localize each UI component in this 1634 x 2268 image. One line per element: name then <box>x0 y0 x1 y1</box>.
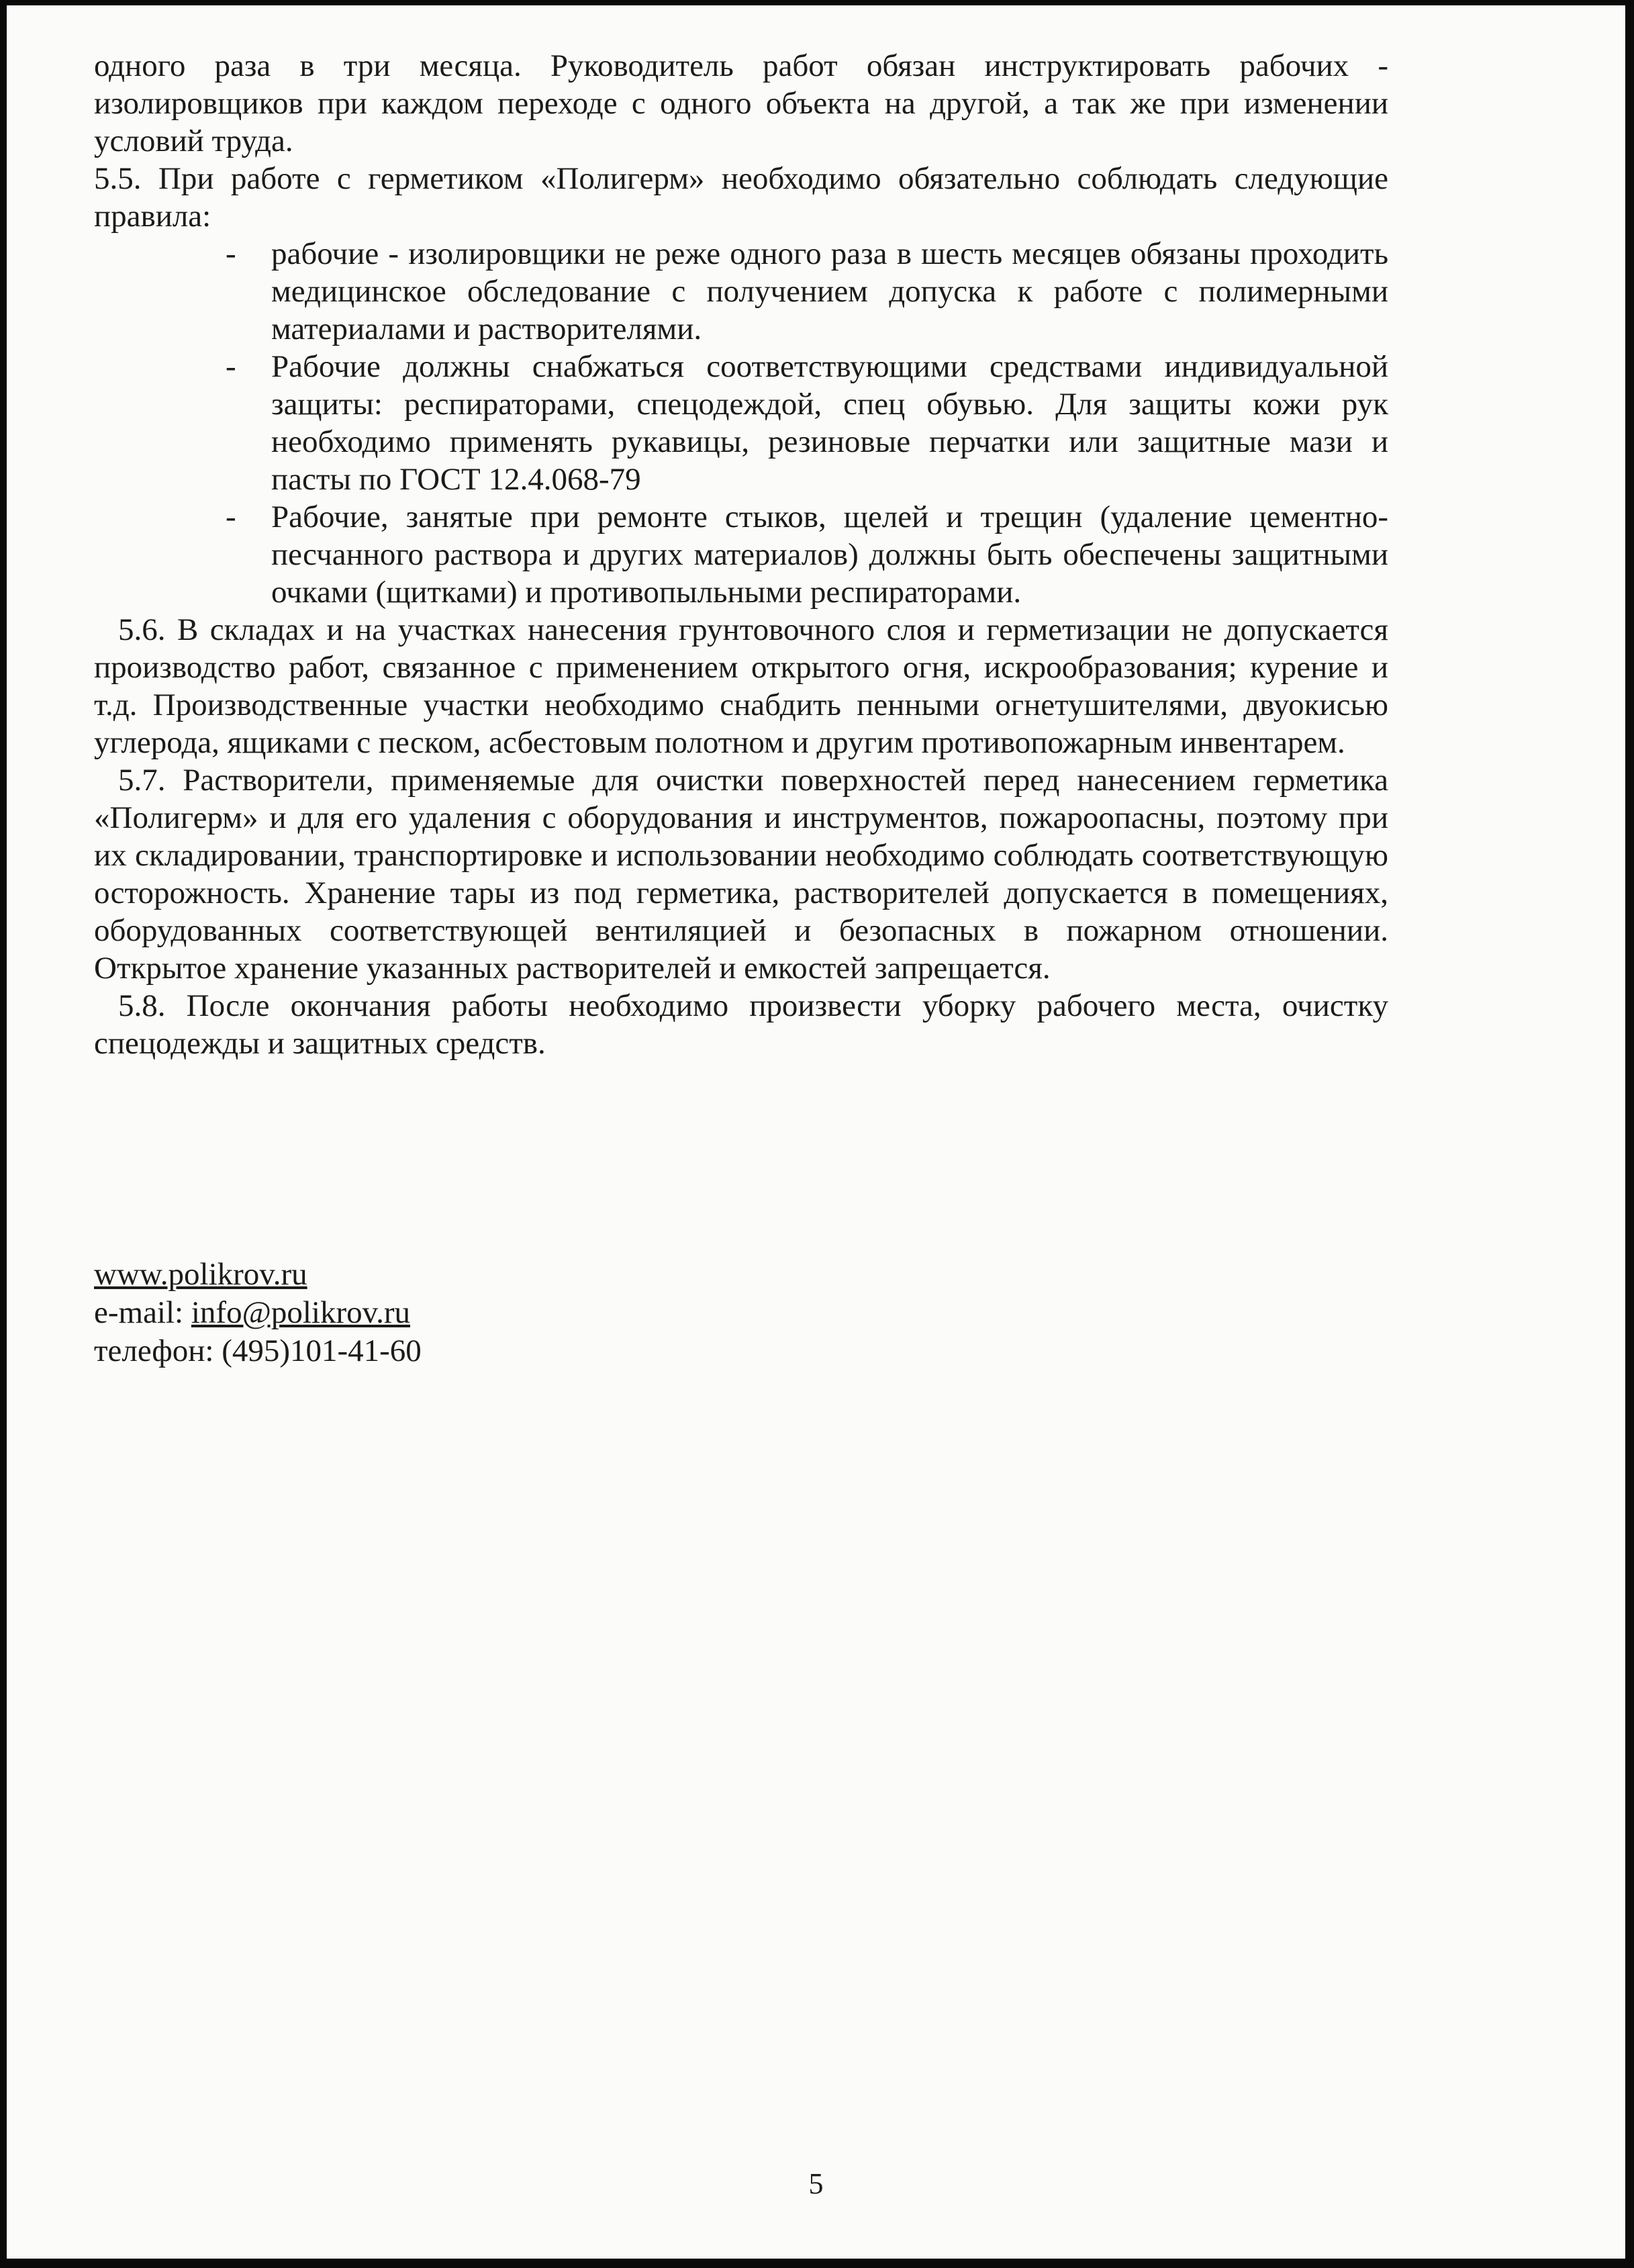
paragraph-continuation: одного раза в три месяца. Руководитель работ обязан инструктировать рабочих - изолировщиков при каждом переходе с одного объекта на другой, а так же при изменении условий труда. <box>94 48 1388 158</box>
contact-block <box>94 1256 1388 1370</box>
website-line <box>94 1256 1388 1294</box>
paragraph-5-5: 5.5. При работе с герметиком «Полигерм» необходимо обязательно соблюдать следующие правила: <box>94 161 1388 234</box>
paragraph-5-7: 5.7. Растворители, применяемые для очистки поверхностей перед нанесением герметика «Полигерм» и для его удаления с оборудования и инструментов, пожароопасны, поэтому при их складировании, транспортировке и использовании необходимо соблюдать соответствующую осторожность. Хранение тары из под герметика, растворителей допускается в помещениях, оборудованных соответствующей вентиляцией и безопасных в пожарном отношении. Открытое хранение указанных растворителей и емкостей запрещается. <box>94 763 1388 986</box>
website-link[interactable]: www.polikrov.ru <box>94 1257 307 1292</box>
page-number: 5 <box>808 2167 824 2200</box>
list-item <box>94 235 1388 348</box>
paragraph-5-6: 5.6. В складах и на участках нанесения грунтовочного слоя и герметизации не допускается производство работ, связанное с применением открытого огня, искрообразования; курение и т.д. Производственные участки необходимо снабдить пенными огнетушителями, двуокисью углерода, ящиками с песком, асбестовым полотном и другим противопожарным инвентарем. <box>94 612 1388 760</box>
list-item-text: Рабочие, занятые при ремонте стыков, щелей и трещин (удаление цементно-песчанного раствора и других материалов) должны быть обеспечены защитными очками (щитками) и противопыльными респираторами. <box>271 500 1388 610</box>
paragraph-5-8: 5.8. После окончания работы необходимо произвести уборку рабочего места, очистку спецодежды и защитных средств. <box>94 988 1388 1061</box>
dash-marker: - <box>226 349 236 384</box>
email-line <box>94 1294 1388 1332</box>
email-label: e-mail: <box>94 1295 191 1330</box>
dash-marker: - <box>226 500 236 534</box>
list-item-text: рабочие - изолировщики не реже одного раза в шесть месяцев обязаны проходить медицинское обследование с получением допуска к работе с полимерными материалами и растворителями. <box>271 236 1388 346</box>
rules-list <box>94 235 1388 611</box>
phone-line: телефон: (495)101-41-60 <box>94 1333 422 1368</box>
list-item <box>94 498 1388 611</box>
list-item <box>94 348 1388 498</box>
dash-marker: - <box>226 236 236 271</box>
document-text-block <box>94 47 1388 1370</box>
list-item-text: Рабочие должны снабжаться соответствующими средствами индивидуальной защиты: респираторами, спецодеждой, спец обувью. Для защиты кожи рук необходимо применять рукавицы, резиновые перчатки или защитные мази и пасты по ГОСТ 12.4.068-79 <box>271 349 1388 497</box>
email-link[interactable]: info@polikrov.ru <box>191 1295 410 1330</box>
